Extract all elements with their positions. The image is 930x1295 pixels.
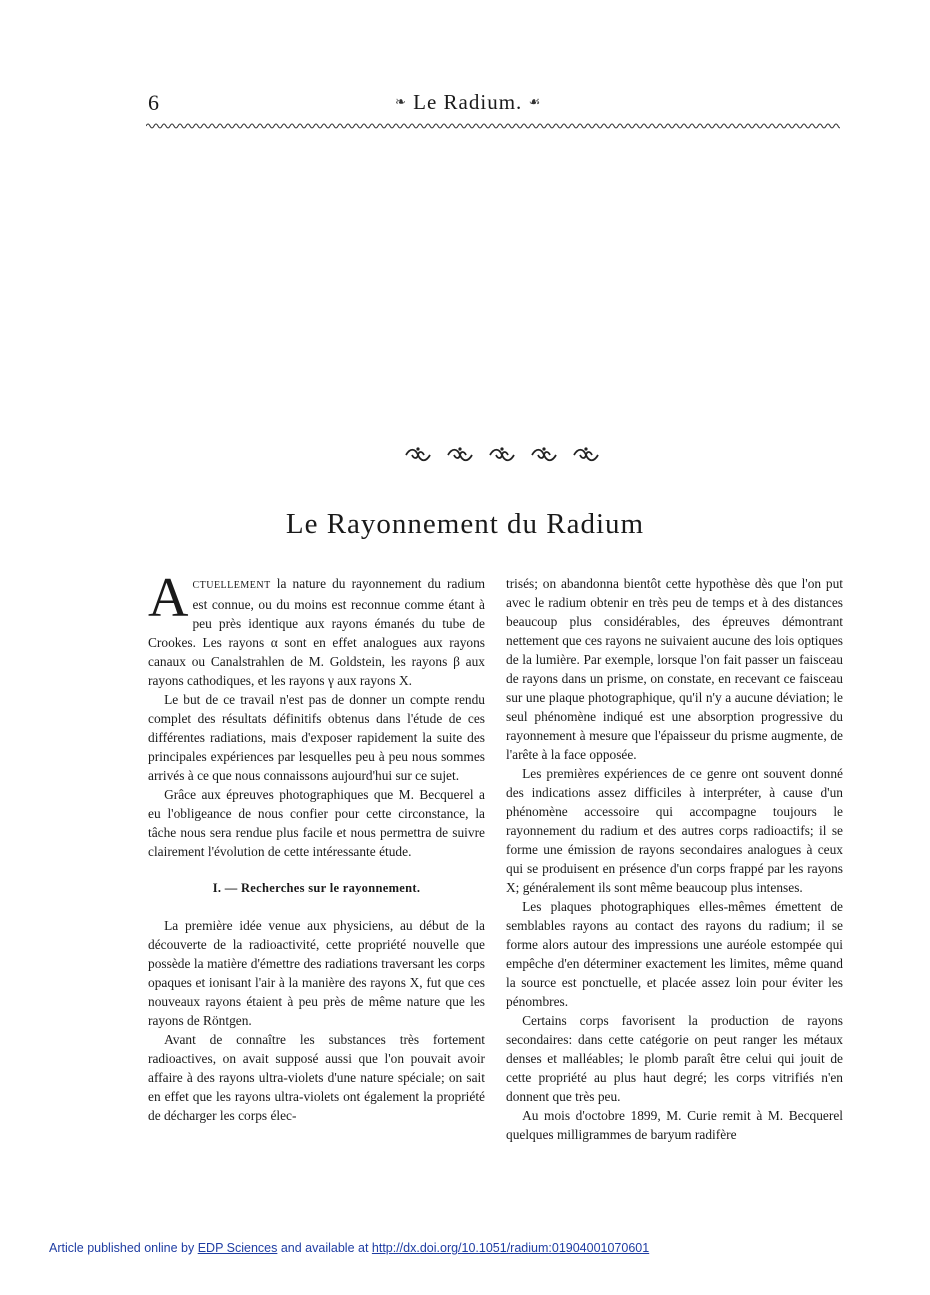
fleuron-icon: [406, 447, 430, 460]
fleuron-divider: [405, 444, 605, 466]
fleuron-icon: [448, 447, 472, 460]
paragraph-first-experiments: Les premières expériences de ce genre ont souvent donné des indications assez difficiles à interpréter, à cause d'un phénomène accessoire qui accompagne toujours le rayonnement du radium et des autres corps radioactifs; il se forme une émission de rayons secondaires analogues à ceux qui se produisent en présence d'un corps frappé par les rayons X; généralement ils sont même beaucoup plus intenses.: [506, 766, 843, 895]
fleuron-icon: [532, 447, 556, 460]
lead-smallcaps: CTUELLEMENT: [192, 580, 271, 591]
paragraph-thanks: Grâce aux épreuves photographiques que M. Becquerel a eu l'obligeance de nous confier pour cette circonstance, la tâche nous sera rendue plus facile et nous permettra de suivre clairement l'évolution de cette intéressante étude.: [148, 787, 485, 859]
paragraph-intro-text: la nature du rayonnement du radium est connue, ou du moins est reconnue comme étant à peu près identique aux rayons émanés du tube de Crookes. Les rayons α sont en effet analogues aux rayons canaux ou Canalstrahlen de M. Goldstein, les rayons β aux rayons cathodiques, et les rayons γ aux rayons X.: [148, 576, 485, 688]
ornament-right-icon: ☙: [528, 94, 542, 109]
paragraph-first-idea: La première idée venue aux physiciens, au début de la découverte de la radioactivité, cette propriété nouvelle que possède la matière d'émettre des radiations traversant les corps opaques et ionisant l'air à la manière des rayons X, fut que ces nouveaux rayons étaient à peu près de même nature que les rayons de Röntgen.: [148, 918, 485, 1028]
publisher-link[interactable]: EDP Sciences: [197, 1241, 278, 1255]
publisher-line: [49, 1241, 649, 1255]
paragraph-continuation: trisés; on abandonna bientôt cette hypothèse dès que l'on put avec le radium obtenir en très peu de temps et à des distances beaucoup plus considérables, des épreuves démontrant nettement que ces rayons ne suivaient aucune des lois optiques de la lumière. Par exemple, lorsque l'on fait passer un faisceau de rayons dans un prisme, on constate, en recevant ce faisceau sur une plaque photographique, qu'il n'y a aucune déviation; le seul phénomène indiqué est une absorption progressive du rayonnement à mesure que l'épaisseur du prisme augmente, de l'arête à la face opposée.: [506, 576, 843, 762]
paragraph-october-1899: Au mois d'octobre 1899, M. Curie remit à M. Becquerel quelques milligrammes de baryum radifère: [506, 1108, 843, 1142]
left-column: [148, 567, 485, 1125]
running-head: [395, 90, 541, 115]
fleuron-icon: [574, 447, 598, 460]
wave-rule: [146, 120, 840, 132]
paragraph-ultraviolet: Avant de connaître les substances très fortement radioactives, on avait supposé aussi que l'on pouvait avoir affaire à des rayons ultra-violets d'une nature spéciale; on sait en effet que les rayons ultra-violets ont également la propriété de décharger les corps élec-: [148, 1032, 485, 1123]
right-column: [506, 574, 843, 1144]
paragraph-purpose: Le but de ce travail n'est pas de donner un compte rendu complet des résultats définitifs obtenus dans l'étude de ces différentes radiations, mais d'exposer rapidement la suite des principales expériences par lesquelles peu à peu nous sommes arrivés à ce que nous connaissons aujourd'hui sur ce sujet.: [148, 692, 485, 783]
publisher-middle: and available at: [277, 1241, 372, 1255]
page-number: 6: [148, 90, 159, 115]
publisher-prefix: Article published online by: [49, 1241, 198, 1255]
paragraph-secondary-rays: Certains corps favorisent la production de rayons secondaires: dans cette catégorie on peut ranger les métaux denses et malléables; le plomb paraît être celui qui jouit de cette propriété au plus haut degré; les corps vitrifiés n'en donnent que très peu.: [506, 1013, 843, 1104]
ornament-left-icon: ❧: [395, 94, 407, 109]
fleuron-icon: [490, 447, 514, 460]
article-title: Le Rayonnement du Radium: [285, 508, 645, 540]
running-title: Le Radium.: [413, 90, 523, 114]
section-heading: I. — Recherches sur le rayonnement.: [212, 881, 421, 895]
doi-link[interactable]: http://dx.doi.org/10.1051/radium:01904001070601: [371, 1241, 650, 1255]
paragraph-intro: [148, 567, 485, 690]
paragraph-photographic-plates: Les plaques photographiques elles-mêmes émettent de semblables rayons au contact des rayons du radium; il se forme alors autour des impressions une auréole estompée qui empêche d'en déterminer exactement les limites, même quand la source est ponctuelle, et placée assez loin pour éviter les pénombres.: [506, 899, 843, 1009]
dropcap: A: [148, 567, 189, 629]
